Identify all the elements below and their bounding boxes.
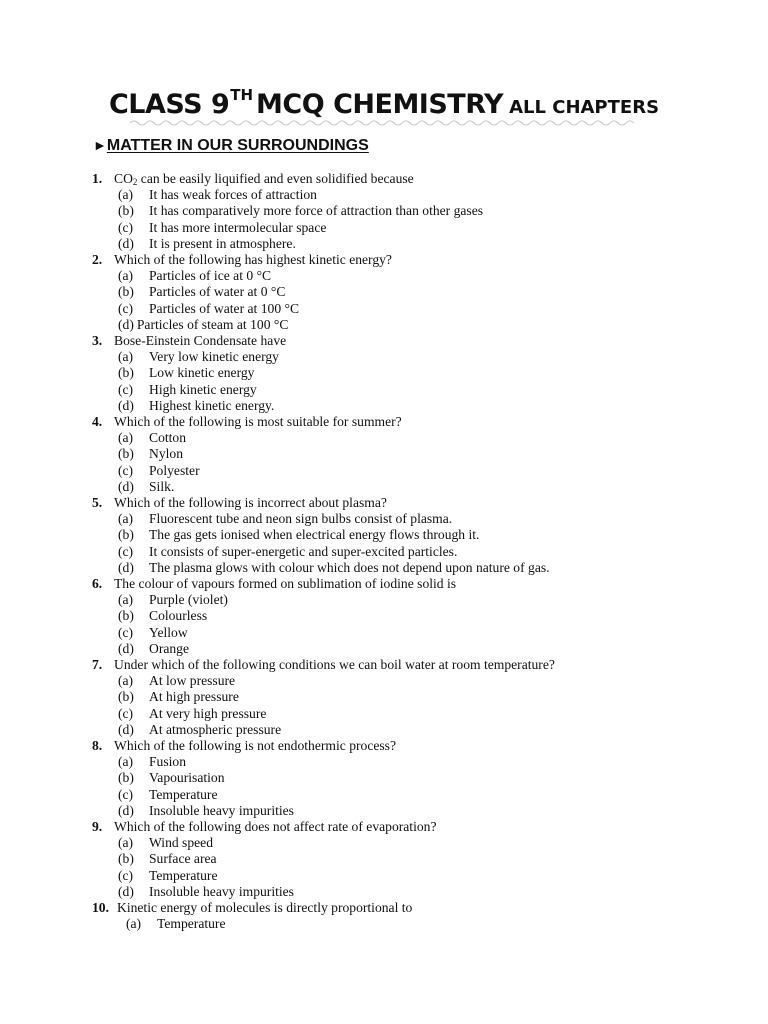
option-text: It consists of super-energetic and super-excited particles. xyxy=(149,543,458,559)
option-text: Polyester xyxy=(149,462,200,478)
option-text: It is present in atmosphere. xyxy=(149,235,296,251)
option-text: Insoluble heavy impurities xyxy=(149,883,294,899)
question-10 xyxy=(92,900,412,916)
option-label: (a) xyxy=(118,592,134,608)
option-label: (b) xyxy=(118,446,134,462)
option-label: (d) xyxy=(118,802,134,818)
option-label: (a) xyxy=(126,916,142,932)
answer-option xyxy=(118,446,183,462)
option-text: Fluorescent tube and neon sign bulbs consist of plasma. xyxy=(149,511,453,527)
option-label: (b) xyxy=(118,608,134,624)
answer-option xyxy=(118,398,274,414)
option-text: It has weak forces of attraction xyxy=(149,187,317,203)
option-text: The plasma glows with colour which does not depend upon nature of gas. xyxy=(149,559,550,575)
title-wavy-underline xyxy=(130,119,640,127)
option-label: (c) xyxy=(118,300,134,316)
option-text: Fusion xyxy=(149,754,187,770)
question-2 xyxy=(92,252,392,268)
question-number: 8. xyxy=(92,738,103,753)
option-label: (c) xyxy=(118,219,134,235)
option-label: (b) xyxy=(118,770,134,786)
option-label: (b) xyxy=(118,527,134,543)
question-number: 6. xyxy=(92,576,103,591)
option-text: At high pressure xyxy=(149,689,239,705)
answer-option xyxy=(118,544,457,560)
option-label: (c) xyxy=(118,786,134,802)
question-text-formula: CO xyxy=(114,171,133,186)
option-label: (c) xyxy=(118,462,134,478)
option-text: Highest kinetic energy. xyxy=(149,397,275,413)
option-label: (d) xyxy=(118,397,134,413)
answer-option xyxy=(118,349,279,365)
question-text: Kinetic energy of molecules is directly proportional to xyxy=(117,900,413,915)
option-label: (a) xyxy=(118,349,134,365)
title-main-rest: MCQ CHEMISTRY xyxy=(256,89,504,120)
question-5 xyxy=(92,495,387,511)
answer-option xyxy=(118,236,296,252)
answer-option xyxy=(118,511,452,527)
option-text: The gas gets ionised when electrical energy flows through it. xyxy=(149,527,480,543)
answer-option xyxy=(118,884,294,900)
answer-option xyxy=(118,851,217,867)
question-text: Which of the following is incorrect about plasma? xyxy=(114,495,387,510)
answer-option xyxy=(118,430,186,446)
option-text: Particles of steam at 100 °C xyxy=(136,316,289,332)
answer-option xyxy=(118,706,266,722)
option-label: (b) xyxy=(118,203,134,219)
option-label: (d) xyxy=(118,883,134,899)
answer-option xyxy=(118,527,479,543)
answer-option xyxy=(118,560,550,576)
answer-option xyxy=(118,382,257,398)
answer-option xyxy=(118,187,317,203)
question-7 xyxy=(92,657,555,673)
answer-option xyxy=(118,479,174,495)
option-text: At very high pressure xyxy=(149,705,267,721)
option-text: Temperature xyxy=(157,916,226,932)
option-label: (b) xyxy=(118,284,134,300)
answer-option xyxy=(118,754,186,770)
option-text: Nylon xyxy=(149,446,183,462)
option-label: (a) xyxy=(118,511,134,527)
option-label: (c) xyxy=(118,624,134,640)
question-number: 3. xyxy=(92,333,103,348)
answer-option xyxy=(118,365,254,381)
answer-option xyxy=(118,835,213,851)
option-text: Surface area xyxy=(149,851,217,867)
option-text: Particles of ice at 0 °C xyxy=(149,268,272,284)
option-text: Particles of water at 0 °C xyxy=(149,284,286,300)
option-text: Yellow xyxy=(149,624,188,640)
question-text: Which of the following is not endothermic process? xyxy=(114,738,396,753)
section-marker-icon: ► xyxy=(93,137,107,153)
question-text: The colour of vapours formed on sublimation of iodine solid is xyxy=(114,576,457,591)
option-label: (d) xyxy=(118,235,134,251)
option-label: (c) xyxy=(118,543,134,559)
answer-option xyxy=(118,284,285,300)
answer-option xyxy=(118,220,326,236)
question-number: 4. xyxy=(92,414,103,429)
answer-option xyxy=(118,625,188,641)
option-text: Wind speed xyxy=(149,835,214,851)
option-label: (a) xyxy=(118,268,134,284)
question-text-subscript: 2 xyxy=(132,177,138,187)
option-text: Insoluble heavy impurities xyxy=(149,802,294,818)
question-8 xyxy=(92,738,396,754)
answer-option xyxy=(118,608,207,624)
page-title xyxy=(0,86,768,120)
question-text: Which of the following does not affect rate of evaporation? xyxy=(114,819,437,834)
answer-option xyxy=(118,868,218,884)
option-label: (a) xyxy=(118,673,134,689)
answer-option xyxy=(118,689,239,705)
option-label: (d) xyxy=(118,316,134,332)
option-label: (a) xyxy=(118,187,134,203)
option-text: Purple (violet) xyxy=(149,592,228,608)
option-text: Cotton xyxy=(149,430,187,446)
option-text: Temperature xyxy=(149,867,218,883)
option-label: (c) xyxy=(118,867,134,883)
question-number: 7. xyxy=(92,657,103,672)
option-text: Orange xyxy=(149,640,190,656)
answer-option xyxy=(118,592,228,608)
option-label: (a) xyxy=(118,430,134,446)
question-text: Which of the following is most suitable for summer? xyxy=(114,414,402,429)
question-number: 2. xyxy=(92,252,103,267)
answer-option xyxy=(118,268,271,284)
question-4 xyxy=(92,414,402,430)
answer-option xyxy=(118,787,218,803)
answer-option xyxy=(118,317,288,333)
option-label: (b) xyxy=(118,365,134,381)
question-number: 1. xyxy=(92,171,103,186)
option-text: Colourless xyxy=(149,608,208,624)
option-label: (d) xyxy=(118,559,134,575)
option-text: High kinetic energy xyxy=(149,381,257,397)
question-number: 9. xyxy=(92,819,103,834)
option-label: (d) xyxy=(118,478,134,494)
option-label: (d) xyxy=(118,721,134,737)
option-label: (a) xyxy=(118,754,134,770)
option-text: Low kinetic energy xyxy=(149,365,255,381)
answer-option xyxy=(118,301,299,317)
question-number: 5. xyxy=(92,495,103,510)
option-text: It has more intermolecular space xyxy=(149,219,327,235)
answer-option xyxy=(126,916,226,932)
option-text: At atmospheric pressure xyxy=(149,721,282,737)
option-text: Particles of water at 100 °C xyxy=(149,300,300,316)
option-text: At low pressure xyxy=(149,673,236,689)
answer-option xyxy=(118,641,189,657)
question-text: Which of the following has highest kinetic energy? xyxy=(114,252,392,267)
answer-option xyxy=(118,463,200,479)
option-text: Very low kinetic energy xyxy=(149,349,279,365)
option-label: (c) xyxy=(118,705,134,721)
option-label: (b) xyxy=(118,689,134,705)
answer-option xyxy=(118,203,483,219)
option-text: It has comparatively more force of attraction than other gases xyxy=(149,203,484,219)
answer-option xyxy=(118,770,225,786)
option-label: (d) xyxy=(118,640,134,656)
question-text: can be easily liquified and even solidified because xyxy=(137,171,414,186)
section-heading xyxy=(93,137,369,155)
question-number: 10. xyxy=(92,900,109,915)
option-text: Vapourisation xyxy=(149,770,225,786)
option-text: Silk. xyxy=(149,478,175,494)
title-main: CLASS 9 xyxy=(108,89,230,120)
option-label: (a) xyxy=(118,835,134,851)
question-text: Under which of the following conditions we can boil water at room temperature? xyxy=(114,657,555,672)
title-suffix: ALL CHAPTERS xyxy=(509,97,660,118)
question-1 xyxy=(92,171,414,187)
question-3 xyxy=(92,333,286,349)
answer-option xyxy=(118,673,235,689)
question-9 xyxy=(92,819,436,835)
option-label: (c) xyxy=(118,381,134,397)
question-text: Bose-Einstein Condensate have xyxy=(114,333,287,348)
option-text: Temperature xyxy=(149,786,218,802)
answer-option xyxy=(118,722,281,738)
answer-option xyxy=(118,803,294,819)
title-superscript: TH xyxy=(230,86,254,104)
option-label: (b) xyxy=(118,851,134,867)
section-heading-text: MATTER IN OUR SURROUNDINGS xyxy=(106,137,369,154)
question-6 xyxy=(92,576,456,592)
